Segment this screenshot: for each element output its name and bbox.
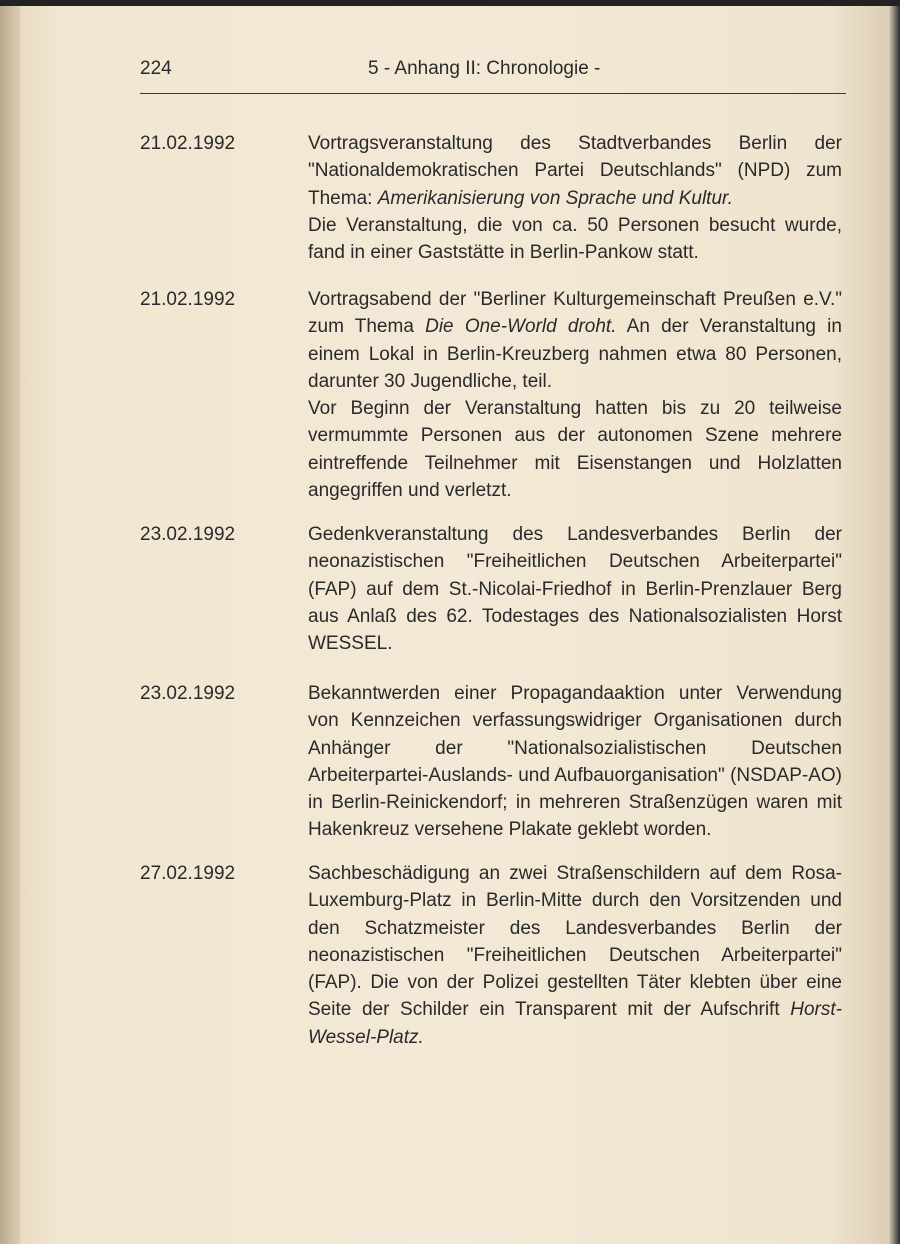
italic-title-text: Die One-World droht. bbox=[425, 316, 617, 338]
entry-paragraph bbox=[308, 286, 842, 395]
entry-text bbox=[308, 680, 842, 844]
italic-title-text: Amerikanisierung von Sprache und Kultur. bbox=[377, 187, 733, 209]
entry-text bbox=[308, 521, 842, 657]
running-title: 5 - Anhang II: Chronologie - bbox=[368, 58, 601, 79]
entry-date: 21.02.1992 bbox=[140, 133, 236, 154]
entry-paragraph bbox=[308, 212, 842, 267]
text-run: Sachbeschädigung an zwei Straßenschildern auf dem Rosa-Luxemburg-Platz in Berlin-Mitte durch den Vorsitzenden und den Schatzmeister des Landesverbandes Berlin der neonazistischen "Freiheitlichen Deutschen Arbeiterpartei" (FAP). Die von der Polizei gestellten Täter klebten über eine Seite der Schilder ein Transparent mit der Aufschrift bbox=[308, 863, 842, 1021]
entry-date: 27.02.1992 bbox=[140, 863, 236, 884]
text-run: Vortragsveranstaltung des Stadtverbandes Berlin der "Nationaldemokratischen Partei Deutschlands" (NPD) zum Thema: bbox=[308, 133, 842, 209]
scan-top-border bbox=[0, 0, 900, 6]
entry-paragraph bbox=[308, 130, 842, 212]
entry-paragraph bbox=[308, 680, 842, 844]
page-edge-shadow bbox=[888, 6, 900, 1244]
entry-date: 23.02.1992 bbox=[140, 683, 236, 704]
text-run: An der Veranstaltung in einem Lokal in Berlin-Kreuzberg nahmen etwa 80 Personen, darunter 30 Jugendliche, teil. bbox=[308, 316, 842, 392]
entry-date: 21.02.1992 bbox=[140, 289, 236, 310]
text-run: Gedenkveranstaltung des Landesverbandes Berlin der neonazistischen "Freiheitlichen Deutschen Arbeiterpartei" (FAP) auf dem St.-Nicolai-Friedhof in Berlin-Prenzlauer Berg aus Anlaß des 62. Todestages des Nationalsozialisten Horst WESSEL. bbox=[308, 524, 842, 655]
text-run: Die Veranstaltung, die von ca. 50 Personen besucht wurde, fand in einer Gaststätte in Berlin-Pankow statt. bbox=[308, 214, 842, 264]
entry-paragraph bbox=[308, 395, 842, 504]
entry-paragraph bbox=[308, 521, 842, 657]
entry-text bbox=[308, 860, 842, 1051]
text-run: Bekanntwerden einer Propagandaaktion unter Verwendung von Kennzeichen verfassungswidriger Organisationen durch Anhänger der "Nationalsozialistischen Deutschen Arbeiterpartei-Auslands- und Aufbauorganisation" (NSDAP-AO) in Berlin-Reinickendorf; in mehreren Straßenzügen waren mit Hakenkreuz versehene Plakate geklebt worden. bbox=[308, 683, 842, 841]
italic-title-text: Horst-Wessel-Platz. bbox=[308, 999, 842, 1048]
page-number: 224 bbox=[140, 58, 172, 79]
text-run: Vor Beginn der Veranstaltung hatten bis zu 20 teilweise vermummte Personen aus der autonomen Szene mehrere eintreffende Teilnehmer mit Eisenstangen und Holzlatten angegriffen und verletzt. bbox=[308, 398, 842, 502]
page-gutter-shadow bbox=[0, 6, 20, 1244]
entry-date: 23.02.1992 bbox=[140, 524, 236, 545]
page-header bbox=[140, 58, 846, 88]
entry-text bbox=[308, 286, 842, 504]
text-run: Vortragsabend der "Berliner Kulturgemeinschaft Preußen e.V." zum Thema bbox=[308, 289, 842, 338]
entry-text bbox=[308, 130, 842, 266]
entry-paragraph bbox=[308, 860, 842, 1051]
header-rule bbox=[140, 93, 846, 94]
